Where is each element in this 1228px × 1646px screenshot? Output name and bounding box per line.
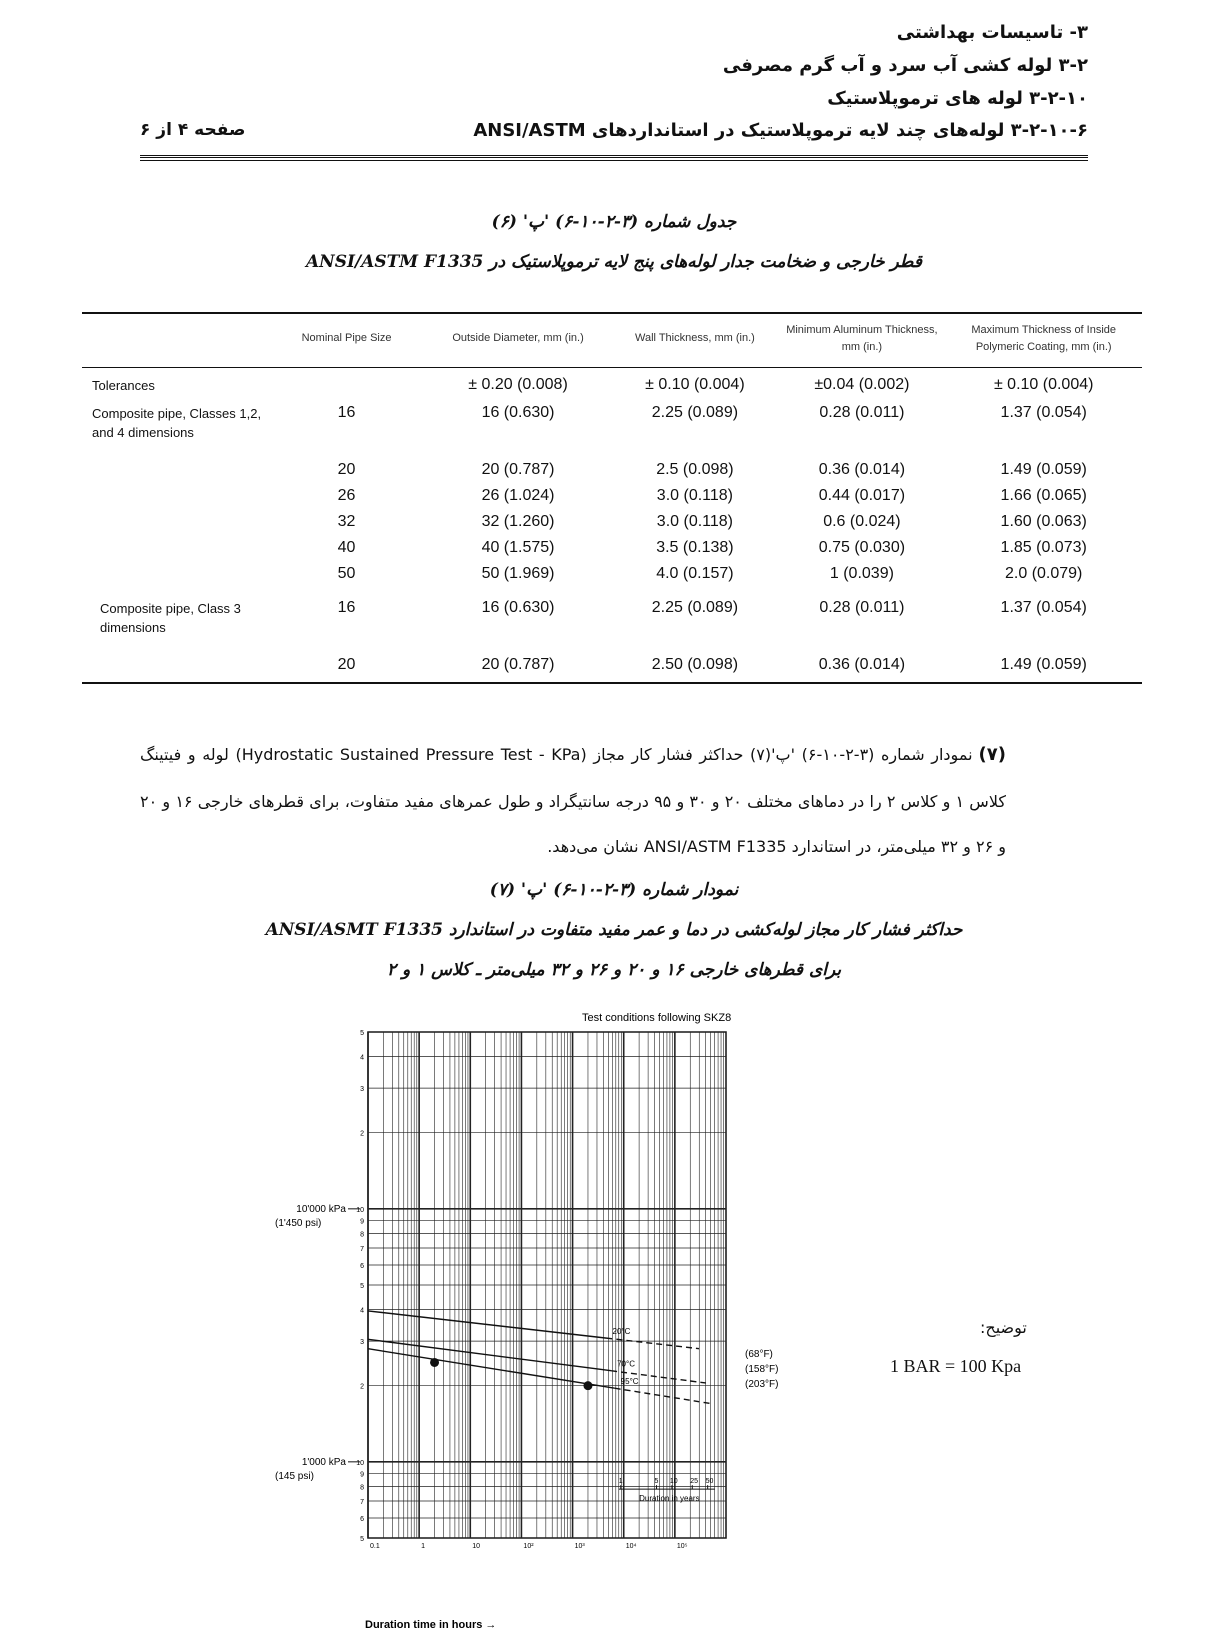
table-cell: 3.0 (0.118) xyxy=(656,486,733,504)
x-tick-label: 10 xyxy=(472,1543,481,1550)
data-point xyxy=(430,1358,439,1367)
y-tick-label: 5 xyxy=(360,1536,364,1543)
chart-grid xyxy=(368,1032,726,1538)
table-cell: 1.49 (0.059) xyxy=(945,652,1142,683)
table-cell: 3.5 (0.138) xyxy=(656,538,734,556)
y-tick-label: 7 xyxy=(360,1246,364,1254)
y-tick-label: 3 xyxy=(360,1086,364,1094)
table-cell: 1 (0.039) xyxy=(829,564,894,582)
table-cell: 2.5 (0.098) xyxy=(656,460,734,478)
note-text: 1 BAR = 100 Kpa xyxy=(890,1356,1022,1376)
x-tick-labels xyxy=(370,1543,688,1550)
y-tick-label: 5 xyxy=(360,1283,364,1290)
inset-tick-label: 50 xyxy=(705,1478,714,1486)
temperature-legend xyxy=(745,1349,778,1390)
table-row xyxy=(82,509,1142,535)
col-outside-diameter: Outside Diameter, mm (in.) xyxy=(425,313,612,368)
x-tick-label: 0.1 xyxy=(370,1543,380,1550)
table-cell: 20 (0.787) xyxy=(481,460,555,478)
y-mark-label: 10'000 kPa xyxy=(296,1203,346,1215)
table-cell: 50 xyxy=(337,564,356,582)
group1-label: Composite pipe, Classes 1,2, and 4 dimensions xyxy=(92,405,262,440)
table-cell: 16 (0.630) xyxy=(481,403,555,421)
table-cell: 0.28 (0.011) xyxy=(819,403,905,421)
table-cell: 2.25 (0.089) xyxy=(651,598,739,616)
table-cell: 26 (1.024) xyxy=(481,486,555,504)
table-row xyxy=(82,587,1142,652)
table-cell: 0.28 (0.011) xyxy=(819,598,905,616)
pipe-dimension-table xyxy=(82,312,1142,684)
col-max-coating: Maximum Thickness of Inside Polymeric Coating, mm (in.) xyxy=(945,313,1142,368)
table-row xyxy=(82,457,1142,483)
table-cell: 0.75 (0.030) xyxy=(818,538,906,556)
table-cell: 20 (0.787) xyxy=(425,652,612,683)
y-tick-label: 5 xyxy=(360,1030,364,1037)
tolerance-label: Tolerances xyxy=(92,378,155,393)
paragraph-text: نمودار شماره (۳-۲-۱۰-۶) 'پ'(۷) حداکثر فشار کار مجاز (Hydrostatic Sustained Pressure Test - KPa) لوله و فیتینگ کلاس ۱ و کلاس ۲ را در دماهای مختلف ۲۰ و ۳۰ و ۹۵ درجه سانتیگراد و طول عمرهای مفید متفاوت، برای قطرهای خارجی ۱۶ و ۲۰ و ۲۶ و ۳۲ میلی‌متر، در استاندارد ANSI/ASTM F1335 نشان می‌دهد. xyxy=(140,745,1006,857)
series-label: 70°C xyxy=(617,1359,635,1369)
y-tick-label: 9 xyxy=(360,1471,364,1479)
paragraph-marker: (۷) xyxy=(978,744,1006,765)
x-tick-label: 10⁵ xyxy=(676,1543,688,1550)
table-cell: ±0.04 (0.002) xyxy=(814,376,910,393)
y-kpa-marks xyxy=(275,1204,360,1482)
chart-title: Test conditions following SKZ8 xyxy=(582,1012,732,1024)
y-mark-sublabel: (145 psi) xyxy=(275,1470,314,1482)
legend-entry: (158°F) xyxy=(745,1363,779,1375)
y-tick-label: 4 xyxy=(360,1054,364,1062)
header-divider xyxy=(140,155,1088,161)
x-tick-label: 10² xyxy=(523,1543,534,1550)
table-cell: ± 0.20 (0.008) xyxy=(468,376,568,393)
header-blank xyxy=(82,313,268,368)
y-tick-label: 3 xyxy=(360,1339,364,1347)
page-number: صفحه ۴ از ۶ xyxy=(140,120,246,140)
x-axis-label: Duration time in hours → xyxy=(365,1619,497,1631)
series-label: 95°C xyxy=(620,1377,639,1387)
table-cell: 40 xyxy=(337,538,356,556)
table-cell: 0.6 (0.024) xyxy=(823,512,901,530)
table-row xyxy=(82,400,1142,457)
table-cell: 2.0 (0.079) xyxy=(1005,564,1083,582)
header-line-4: ۳-۲-۱۰-۶ لوله‌های چند لایه ترموپلاستیک در استانداردهای ANSI/ASTM xyxy=(473,120,1088,141)
table-row xyxy=(82,368,1142,400)
table-cell: 3.0 (0.118) xyxy=(656,512,733,530)
table-cell: 1.60 (0.063) xyxy=(1000,512,1087,530)
header-line-3: ۳-۲-۱۰ لوله های ترموپلاستیک xyxy=(827,88,1088,109)
header-line-2: ۳-۲ لوله کشی آب سرد و آب گرم مصرفی xyxy=(722,55,1088,76)
table-cell: 20 xyxy=(268,652,424,683)
table-cell: 50 (1.969) xyxy=(481,564,555,582)
y-tick-label: 8 xyxy=(360,1231,364,1239)
table-cell: 40 (1.575) xyxy=(481,538,555,556)
y-mark-sublabel: (1'450 psi) xyxy=(275,1217,322,1229)
y-tick-label: 6 xyxy=(360,1515,364,1523)
inset-tick-label: 25 xyxy=(690,1478,699,1486)
table-cell: 0.36 (0.014) xyxy=(818,460,906,478)
header-line-1: ۳- تاسیسات بهداشتی xyxy=(896,22,1088,43)
inset-tick-label: 1 xyxy=(618,1478,623,1486)
table-row xyxy=(82,483,1142,509)
y-tick-label: 10 xyxy=(356,1206,364,1214)
col-min-aluminum: Minimum Aluminum Thickness, mm (in.) xyxy=(778,313,945,368)
table-row xyxy=(82,535,1142,561)
table-cell: 2.50 (0.098) xyxy=(611,652,778,683)
table-cell: 1.37 (0.054) xyxy=(1000,403,1087,421)
chart-caption-line2: حداکثر فشار کار مجاز لوله‌کشی در دما و عمر مفید متفاوت در استاندارد ANSI/ASMT F1335 xyxy=(265,920,963,940)
table-cell: 16 xyxy=(337,598,356,616)
y-tick-label: 4 xyxy=(360,1307,364,1315)
table-cell: 0.44 (0.017) xyxy=(818,486,906,504)
chart-caption-line3: برای قطرهای خارجی ۱۶ و ۲۰ و ۲۶ و ۳۲ میلی‌متر ـ کلاس ۱ و ۲ xyxy=(386,960,842,980)
inset-tick-label: 10 xyxy=(669,1478,678,1486)
legend-entry: (68°F) xyxy=(745,1348,773,1360)
inset-label: Duration in years xyxy=(639,1494,700,1504)
y-tick-label: 2 xyxy=(360,1383,364,1391)
description-paragraph xyxy=(140,730,1006,870)
group2-label: Composite pipe, Class 3 dimensions xyxy=(100,600,241,635)
y-tick-label: 7 xyxy=(360,1499,364,1507)
table-caption-title: جدول شماره (۳-۲-۱۰-۶) 'پ' (۶) xyxy=(491,212,737,232)
legend-entry: (203°F) xyxy=(745,1378,779,1390)
y-tick-label: 9 xyxy=(360,1218,364,1226)
table-caption-subtitle: قطر خارجی و ضخامت جدار لوله‌های پنج لایه ترموپلاستیک در ANSI/ASTM F1335 xyxy=(305,252,923,272)
table-row xyxy=(82,652,1142,683)
table-cell: 26 xyxy=(337,486,356,504)
table-cell: 2.25 (0.089) xyxy=(651,403,739,421)
table-cell: 16 (0.630) xyxy=(481,598,555,616)
table-cell: 32 (1.260) xyxy=(481,512,555,530)
table-cell: ± 0.10 (0.004) xyxy=(993,376,1094,393)
table-cell: 1.66 (0.065) xyxy=(1000,486,1087,504)
table-cell: 4.0 (0.157) xyxy=(656,564,734,582)
table-cell: 16 xyxy=(337,403,356,421)
note-title: توضیح: xyxy=(980,1318,1027,1337)
series-label: 20°C xyxy=(612,1327,631,1337)
data-point xyxy=(583,1381,592,1390)
table-cell: 20 xyxy=(337,460,356,478)
y-tick-label: 10 xyxy=(356,1459,364,1467)
y-tick-label: 2 xyxy=(360,1130,364,1138)
table-cell: 1.37 (0.054) xyxy=(1000,598,1087,616)
table-row xyxy=(82,561,1142,587)
inset-tick-label: 5 xyxy=(654,1478,659,1486)
col-nominal-size: Nominal Pipe Size xyxy=(268,313,424,368)
table-cell: 0.36 (0.014) xyxy=(778,652,945,683)
table-cell: ± 0.10 (0.004) xyxy=(645,376,745,393)
table-cell: 1.85 (0.073) xyxy=(1000,538,1087,556)
x-tick-label: 10³ xyxy=(574,1543,585,1550)
pressure-chart xyxy=(270,996,790,1636)
x-tick-label: 1 xyxy=(421,1543,426,1550)
table-cell: 32 xyxy=(337,512,356,530)
y-tick-label: 8 xyxy=(360,1484,364,1492)
chart-caption-title: نمودار شماره (۳-۲-۱۰-۶) 'پ' (۷) xyxy=(489,880,739,900)
y-tick-labels xyxy=(356,1030,364,1543)
page-header xyxy=(140,22,1088,154)
y-mark-label: 1'000 kPa xyxy=(301,1456,346,1468)
y-tick-label: 6 xyxy=(360,1262,364,1270)
table-cell: 1.49 (0.059) xyxy=(1000,460,1087,478)
col-wall-thickness: Wall Thickness, mm (in.) xyxy=(611,313,778,368)
x-tick-label: 10⁴ xyxy=(625,1543,637,1550)
